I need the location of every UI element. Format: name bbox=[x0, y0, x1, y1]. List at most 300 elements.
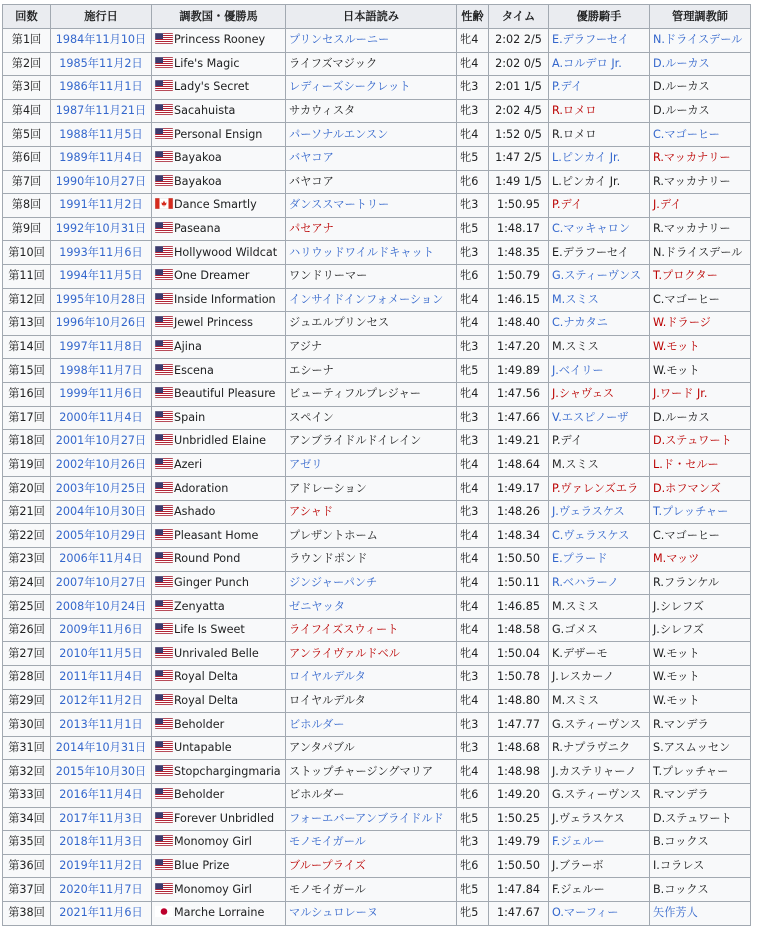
sex-age-cell: 牝4 bbox=[457, 548, 489, 572]
table-row bbox=[3, 194, 751, 218]
horse-cell bbox=[152, 194, 286, 218]
horse-reading[interactable]: アゼリ bbox=[286, 453, 457, 477]
horse-name: Princess Rooney bbox=[174, 33, 266, 47]
sex-age-cell: 牝3 bbox=[457, 406, 489, 430]
date-link[interactable]: 2016年11月4日 bbox=[51, 784, 152, 808]
horse-name: Pleasant Home bbox=[174, 528, 259, 542]
table-row bbox=[3, 99, 751, 123]
us-flag-icon bbox=[155, 434, 173, 445]
horse-name: Hollywood Wildcat bbox=[174, 245, 278, 259]
horse-reading[interactable]: ジンジャーパンチ bbox=[286, 571, 457, 595]
horse-cell bbox=[152, 524, 286, 548]
trainer-name: C.マゴーヒー bbox=[650, 524, 751, 548]
date-link[interactable]: 1989年11月4日 bbox=[51, 146, 152, 170]
round-cell: 第36回 bbox=[3, 854, 51, 878]
table-row bbox=[3, 406, 751, 430]
table-row bbox=[3, 854, 751, 878]
jockey-name[interactable]: O.マーフィー bbox=[549, 901, 650, 925]
trainer-name: J.シレフズ bbox=[650, 595, 751, 619]
sex-age-cell: 牝4 bbox=[457, 312, 489, 336]
round-cell: 第31回 bbox=[3, 736, 51, 760]
sex-age-cell: 牝3 bbox=[457, 500, 489, 524]
jockey-name: G.スティーヴンス bbox=[549, 784, 650, 808]
date-link[interactable]: 1987年11月21日 bbox=[51, 99, 152, 123]
horse-reading: モノモイガール bbox=[286, 878, 457, 902]
jockey-name: M.スミス bbox=[549, 595, 650, 619]
horse-reading[interactable]: フォーエバーアンブライドルド bbox=[286, 807, 457, 831]
jockey-name[interactable]: F.ジェルー bbox=[549, 831, 650, 855]
date-link[interactable]: 2017年11月3日 bbox=[51, 807, 152, 831]
date-link[interactable]: 2021年11月6日 bbox=[51, 901, 152, 925]
round-cell: 第5回 bbox=[3, 123, 51, 147]
date-link[interactable]: 1999年11月6日 bbox=[51, 382, 152, 406]
us-flag-icon bbox=[155, 246, 173, 257]
date-link[interactable]: 1996年10月26日 bbox=[51, 312, 152, 336]
horse-reading[interactable]: バヤコア bbox=[286, 146, 457, 170]
horse-name: Beautiful Pleasure bbox=[174, 387, 276, 401]
jockey-name[interactable]: P.ヴァレンズエラ bbox=[549, 477, 650, 501]
trainer-name: J.シレフズ bbox=[650, 618, 751, 642]
us-flag-icon bbox=[155, 458, 173, 469]
horse-name: Life Is Sweet bbox=[174, 623, 245, 637]
us-flag-icon bbox=[155, 765, 173, 776]
horse-reading: ラウンドポンド bbox=[286, 548, 457, 572]
us-flag-icon bbox=[155, 33, 173, 44]
jockey-name[interactable]: P.デイ bbox=[549, 194, 650, 218]
round-cell: 第6回 bbox=[3, 146, 51, 170]
date-link[interactable]: 2012年11月2日 bbox=[51, 689, 152, 713]
date-link[interactable]: 1986年11月1日 bbox=[51, 76, 152, 100]
date-link[interactable]: 2010年11月5日 bbox=[51, 642, 152, 666]
horse-name: Blue Prize bbox=[174, 859, 230, 873]
trainer-name[interactable]: D.ステュワート bbox=[650, 430, 751, 454]
us-flag-icon bbox=[155, 57, 173, 68]
horse-cell bbox=[152, 784, 286, 808]
sex-age-cell: 牝3 bbox=[457, 335, 489, 359]
jockey-name[interactable]: M.スミス bbox=[549, 288, 650, 312]
horse-reading[interactable]: インサイドインフォメーション bbox=[286, 288, 457, 312]
horse-reading: スペイン bbox=[286, 406, 457, 430]
horse-reading: ビホルダー bbox=[286, 784, 457, 808]
round-cell: 第29回 bbox=[3, 689, 51, 713]
sex-age-cell: 牝3 bbox=[457, 430, 489, 454]
jockey-name[interactable]: J.シャヴェス bbox=[549, 382, 650, 406]
round-cell: 第35回 bbox=[3, 831, 51, 855]
jockey-name[interactable]: R.ベハラーノ bbox=[549, 571, 650, 595]
round-cell: 第17回 bbox=[3, 406, 51, 430]
horse-cell bbox=[152, 736, 286, 760]
date-link[interactable]: 1988年11月5日 bbox=[51, 123, 152, 147]
time-cell: 1:48.17 bbox=[489, 217, 549, 241]
horse-reading: ワンドリーマー bbox=[286, 264, 457, 288]
table-row bbox=[3, 29, 751, 53]
horse-reading[interactable]: ダンススマートリー bbox=[286, 194, 457, 218]
time-cell: 1:48.58 bbox=[489, 618, 549, 642]
horse-reading: ジュエルプリンセス bbox=[286, 312, 457, 336]
jockey-name[interactable]: J.ヴェラスケス bbox=[549, 500, 650, 524]
sex-age-cell: 牝3 bbox=[457, 99, 489, 123]
us-flag-icon bbox=[155, 293, 173, 304]
trainer-name[interactable]: R.マッカナリー bbox=[650, 146, 751, 170]
trainer-name[interactable]: W.モット bbox=[650, 335, 751, 359]
horse-name: Ashado bbox=[174, 505, 216, 519]
table-row bbox=[3, 548, 751, 572]
time-cell: 1:50.95 bbox=[489, 194, 549, 218]
jockey-name: G.ゴメス bbox=[549, 618, 650, 642]
time-cell: 1:47.56 bbox=[489, 382, 549, 406]
horse-cell bbox=[152, 241, 286, 265]
round-cell: 第11回 bbox=[3, 264, 51, 288]
horse-cell bbox=[152, 264, 286, 288]
horse-cell bbox=[152, 878, 286, 902]
round-cell: 第19回 bbox=[3, 453, 51, 477]
date-link[interactable]: 1995年10月28日 bbox=[51, 288, 152, 312]
jockey-name: P.デイ bbox=[549, 430, 650, 454]
horse-name: Escena bbox=[174, 363, 214, 377]
time-cell: 1:49.21 bbox=[489, 430, 549, 454]
jockey-name: R.ナプラヴニク bbox=[549, 736, 650, 760]
time-cell: 1:48.26 bbox=[489, 500, 549, 524]
horse-cell bbox=[152, 29, 286, 53]
round-cell: 第37回 bbox=[3, 878, 51, 902]
sex-age-cell: 牝4 bbox=[457, 382, 489, 406]
table-row bbox=[3, 430, 751, 454]
sex-age-cell: 牝4 bbox=[457, 477, 489, 501]
header-time[interactable]: タイム bbox=[489, 5, 549, 29]
sex-age-cell: 牝4 bbox=[457, 288, 489, 312]
jockey-name[interactable]: E.プラード bbox=[549, 548, 650, 572]
time-cell: 1:48.80 bbox=[489, 689, 549, 713]
horse-cell bbox=[152, 430, 286, 454]
trainer-name: R.マンデラ bbox=[650, 784, 751, 808]
horse-cell bbox=[152, 807, 286, 831]
date-link[interactable]: 1990年10月27日 bbox=[51, 170, 152, 194]
us-flag-icon bbox=[155, 576, 173, 587]
date-link[interactable]: 1985年11月2日 bbox=[51, 52, 152, 76]
trainer-name[interactable]: L.ド・セルー bbox=[650, 453, 751, 477]
trainer-name: R.フランケル bbox=[650, 571, 751, 595]
horse-cell bbox=[152, 76, 286, 100]
jockey-name[interactable]: C.ヴェラスケス bbox=[549, 524, 650, 548]
us-flag-icon bbox=[155, 529, 173, 540]
horse-reading[interactable]: ビホルダー bbox=[286, 713, 457, 737]
table-row bbox=[3, 123, 751, 147]
horse-name: Monomoy Girl bbox=[174, 835, 252, 849]
trainer-name[interactable]: C.マゴーヒー bbox=[650, 123, 751, 147]
horse-reading: バヤコア bbox=[286, 170, 457, 194]
header-round[interactable]: 回数 bbox=[3, 5, 51, 29]
date-link[interactable]: 2019年11月2日 bbox=[51, 854, 152, 878]
date-link[interactable]: 1994年11月5日 bbox=[51, 264, 152, 288]
round-cell: 第32回 bbox=[3, 760, 51, 784]
round-cell: 第1回 bbox=[3, 29, 51, 53]
horse-reading[interactable]: モノモイガール bbox=[286, 831, 457, 855]
horse-cell bbox=[152, 500, 286, 524]
trainer-name[interactable]: N.ドライスデール bbox=[650, 29, 751, 53]
us-flag-icon bbox=[155, 883, 173, 894]
horse-name: Life's Magic bbox=[174, 56, 240, 70]
horse-reading: エシーナ bbox=[286, 359, 457, 383]
date-link[interactable]: 2007年10月27日 bbox=[51, 571, 152, 595]
time-cell: 1:47.77 bbox=[489, 713, 549, 737]
horse-name: Royal Delta bbox=[174, 670, 239, 684]
date-link[interactable]: 1984年11月10日 bbox=[51, 29, 152, 53]
date-link[interactable]: 2013年11月1日 bbox=[51, 713, 152, 737]
us-flag-icon bbox=[155, 128, 173, 139]
jockey-name[interactable]: C.ナカタニ bbox=[549, 312, 650, 336]
table-row bbox=[3, 807, 751, 831]
us-flag-icon bbox=[155, 175, 173, 186]
jockey-name[interactable]: R.ロメロ bbox=[549, 99, 650, 123]
us-flag-icon bbox=[155, 741, 173, 752]
horse-reading[interactable]: ライフイズスウィート bbox=[286, 618, 457, 642]
date-link[interactable]: 2014年10月31日 bbox=[51, 736, 152, 760]
sex-age-cell: 牝3 bbox=[457, 241, 489, 265]
horse-reading: アドレーション bbox=[286, 477, 457, 501]
horse-cell bbox=[152, 618, 286, 642]
us-flag-icon bbox=[155, 647, 173, 658]
horse-cell bbox=[152, 170, 286, 194]
round-cell: 第3回 bbox=[3, 76, 51, 100]
horse-reading: ロイヤルデルタ bbox=[286, 689, 457, 713]
jockey-name[interactable]: A.コルデロ Jr. bbox=[549, 52, 650, 76]
time-cell: 1:47.20 bbox=[489, 335, 549, 359]
time-cell: 1:50.25 bbox=[489, 807, 549, 831]
date-link[interactable]: 2002年10月26日 bbox=[51, 453, 152, 477]
table-row bbox=[3, 571, 751, 595]
sex-age-cell: 牝4 bbox=[457, 689, 489, 713]
date-link[interactable]: 1992年10月31日 bbox=[51, 217, 152, 241]
header-date[interactable]: 施行日 bbox=[51, 5, 152, 29]
sex-age-cell: 牝4 bbox=[457, 760, 489, 784]
jockey-name: E.デラフーセイ bbox=[549, 241, 650, 265]
horse-name: Round Pond bbox=[174, 552, 241, 566]
horse-reading: ライフズマジック bbox=[286, 52, 457, 76]
canada-flag-icon bbox=[155, 198, 173, 209]
jockey-name[interactable]: V.エスピノーザ bbox=[549, 406, 650, 430]
time-cell: 1:49.17 bbox=[489, 477, 549, 501]
header-reading[interactable]: 日本語読み bbox=[286, 5, 457, 29]
table-row bbox=[3, 52, 751, 76]
round-cell: 第18回 bbox=[3, 430, 51, 454]
trainer-name: W.モット bbox=[650, 689, 751, 713]
jockey-name[interactable]: P.デイ bbox=[549, 76, 650, 100]
horse-reading[interactable]: レディーズシークレット bbox=[286, 76, 457, 100]
trainer-name[interactable]: M.マッツ bbox=[650, 548, 751, 572]
horse-reading[interactable]: プリンセスルーニー bbox=[286, 29, 457, 53]
horse-cell bbox=[152, 901, 286, 925]
trainer-name[interactable]: T.プロクター bbox=[650, 264, 751, 288]
round-cell: 第2回 bbox=[3, 52, 51, 76]
date-link[interactable]: 2004年10月30日 bbox=[51, 500, 152, 524]
trainer-name[interactable]: W.ドラージ bbox=[650, 312, 751, 336]
round-cell: 第22回 bbox=[3, 524, 51, 548]
horse-name: Ginger Punch bbox=[174, 575, 249, 589]
sex-age-cell: 牝4 bbox=[457, 571, 489, 595]
date-link[interactable]: 2015年10月30日 bbox=[51, 760, 152, 784]
round-cell: 第15回 bbox=[3, 359, 51, 383]
us-flag-icon bbox=[155, 600, 173, 611]
jockey-name: J.ブラーボ bbox=[549, 854, 650, 878]
horse-reading[interactable]: アシャド bbox=[286, 500, 457, 524]
jockey-name: G.スティーヴンス bbox=[549, 713, 650, 737]
sex-age-cell: 牝4 bbox=[457, 595, 489, 619]
table-row bbox=[3, 595, 751, 619]
trainer-name: R.マッカナリー bbox=[650, 217, 751, 241]
time-cell: 1:50.50 bbox=[489, 854, 549, 878]
time-cell: 1:50.11 bbox=[489, 571, 549, 595]
date-link[interactable]: 2009年11月6日 bbox=[51, 618, 152, 642]
jockey-name[interactable]: G.スティーヴンス bbox=[549, 264, 650, 288]
trainer-name[interactable]: D.ルーカス bbox=[650, 52, 751, 76]
horse-name: Ajina bbox=[174, 340, 202, 354]
horse-cell bbox=[152, 689, 286, 713]
table-row bbox=[3, 831, 751, 855]
sex-age-cell: 牝5 bbox=[457, 901, 489, 925]
table-row bbox=[3, 524, 751, 548]
trainer-name: S.アスムッセン bbox=[650, 736, 751, 760]
horse-reading[interactable]: ゼニヤッタ bbox=[286, 595, 457, 619]
sex-age-cell: 牝3 bbox=[457, 666, 489, 690]
trainer-name[interactable]: D.ホフマンズ bbox=[650, 477, 751, 501]
horse-reading[interactable]: アンライヴァルドベル bbox=[286, 642, 457, 666]
trainer-name: W.モット bbox=[650, 666, 751, 690]
round-cell: 第25回 bbox=[3, 595, 51, 619]
date-link[interactable]: 2018年11月3日 bbox=[51, 831, 152, 855]
round-cell: 第12回 bbox=[3, 288, 51, 312]
horse-reading[interactable]: ロイヤルデルタ bbox=[286, 666, 457, 690]
table-row bbox=[3, 359, 751, 383]
trainer-name: T.プレッチャー bbox=[650, 760, 751, 784]
table-row bbox=[3, 382, 751, 406]
horse-cell bbox=[152, 453, 286, 477]
horse-reading[interactable]: ハリウッドワイルドキャット bbox=[286, 241, 457, 265]
us-flag-icon bbox=[155, 364, 173, 375]
horse-cell bbox=[152, 477, 286, 501]
sex-age-cell: 牝4 bbox=[457, 52, 489, 76]
table-row bbox=[3, 760, 751, 784]
table-row bbox=[3, 736, 751, 760]
horse-reading: ストップチャージングマリア bbox=[286, 760, 457, 784]
us-flag-icon bbox=[155, 812, 173, 823]
sex-age-cell: 牝6 bbox=[457, 170, 489, 194]
horse-name: Unbridled Elaine bbox=[174, 434, 266, 448]
date-link[interactable]: 2011年11月4日 bbox=[51, 666, 152, 690]
jockey-name[interactable]: E.デラフーセイ bbox=[549, 29, 650, 53]
date-link[interactable]: 2005年10月29日 bbox=[51, 524, 152, 548]
horse-cell bbox=[152, 288, 286, 312]
date-link[interactable]: 2008年10月24日 bbox=[51, 595, 152, 619]
date-link[interactable]: 1993年11月6日 bbox=[51, 241, 152, 265]
date-link[interactable]: 1998年11月7日 bbox=[51, 359, 152, 383]
trainer-name: D.ステュワート bbox=[650, 807, 751, 831]
date-link[interactable]: 1997年11月8日 bbox=[51, 335, 152, 359]
us-flag-icon bbox=[155, 552, 173, 563]
round-cell: 第14回 bbox=[3, 335, 51, 359]
sex-age-cell: 牝5 bbox=[457, 146, 489, 170]
jockey-name[interactable]: J.ベイリー bbox=[549, 359, 650, 383]
header-trainer[interactable]: 管理調教師 bbox=[650, 5, 751, 29]
table-row bbox=[3, 453, 751, 477]
horse-reading: アンブライドルドイレイン bbox=[286, 430, 457, 454]
horse-name: Royal Delta bbox=[174, 693, 239, 707]
jockey-name: R.ロメロ bbox=[549, 123, 650, 147]
horse-cell bbox=[152, 52, 286, 76]
jockey-name: M.スミス bbox=[549, 689, 650, 713]
table-row bbox=[3, 878, 751, 902]
horse-name: Monomoy Girl bbox=[174, 882, 252, 896]
horse-cell bbox=[152, 146, 286, 170]
table-body bbox=[3, 29, 751, 926]
trainer-name[interactable]: 矢作芳人 bbox=[650, 901, 751, 925]
trainer-name: C.マゴーヒー bbox=[650, 288, 751, 312]
table-header bbox=[3, 5, 751, 29]
header-jockey[interactable]: 優勝騎手 bbox=[549, 5, 650, 29]
sex-age-cell: 牝3 bbox=[457, 736, 489, 760]
date-link[interactable]: 2001年10月27日 bbox=[51, 430, 152, 454]
trainer-name[interactable]: J.ワード Jr. bbox=[650, 382, 751, 406]
round-cell: 第4回 bbox=[3, 99, 51, 123]
us-flag-icon bbox=[155, 623, 173, 634]
horse-reading: アジナ bbox=[286, 335, 457, 359]
horse-reading[interactable]: ブループライズ bbox=[286, 854, 457, 878]
us-flag-icon bbox=[155, 316, 173, 327]
horse-cell bbox=[152, 571, 286, 595]
time-cell: 1:49 1/5 bbox=[489, 170, 549, 194]
horse-reading[interactable]: パセアナ bbox=[286, 217, 457, 241]
time-cell: 1:49.89 bbox=[489, 359, 549, 383]
table-row bbox=[3, 477, 751, 501]
time-cell: 1:48.68 bbox=[489, 736, 549, 760]
time-cell: 1:47.84 bbox=[489, 878, 549, 902]
jockey-name[interactable]: L.ピンカイ Jr. bbox=[549, 146, 650, 170]
horse-cell bbox=[152, 312, 286, 336]
horse-cell bbox=[152, 335, 286, 359]
us-flag-icon bbox=[155, 505, 173, 516]
jockey-name: F.ジェルー bbox=[549, 878, 650, 902]
horse-reading[interactable]: マルシュロレーヌ bbox=[286, 901, 457, 925]
time-cell: 1:48.34 bbox=[489, 524, 549, 548]
trainer-name[interactable]: T.プレッチャー bbox=[650, 500, 751, 524]
horse-name: Unrivaled Belle bbox=[174, 646, 259, 660]
horse-name: Personal Ensign bbox=[174, 127, 263, 141]
horse-name: Dance Smartly bbox=[174, 198, 257, 212]
date-link[interactable]: 2003年10月25日 bbox=[51, 477, 152, 501]
horse-cell bbox=[152, 854, 286, 878]
date-link[interactable]: 2000年11月4日 bbox=[51, 406, 152, 430]
date-link[interactable]: 1991年11月2日 bbox=[51, 194, 152, 218]
round-cell: 第33回 bbox=[3, 784, 51, 808]
jockey-name[interactable]: C.マッキャロン bbox=[549, 217, 650, 241]
horse-reading: ビューティフルプレジャー bbox=[286, 382, 457, 406]
date-link[interactable]: 2006年11月4日 bbox=[51, 548, 152, 572]
date-link[interactable]: 2020年11月7日 bbox=[51, 878, 152, 902]
jockey-name: M.スミス bbox=[549, 453, 650, 477]
trainer-name[interactable]: J.デイ bbox=[650, 194, 751, 218]
trainer-name: B.コックス bbox=[650, 878, 751, 902]
table-row bbox=[3, 689, 751, 713]
header-age[interactable]: 性齢 bbox=[457, 5, 489, 29]
horse-cell bbox=[152, 831, 286, 855]
header-horse[interactable]: 調教国・優勝馬 bbox=[152, 5, 286, 29]
time-cell: 1:49.20 bbox=[489, 784, 549, 808]
horse-name: Spain bbox=[174, 410, 206, 424]
round-cell: 第10回 bbox=[3, 241, 51, 265]
time-cell: 1:50.78 bbox=[489, 666, 549, 690]
sex-age-cell: 牝4 bbox=[457, 524, 489, 548]
horse-reading[interactable]: パーソナルエンスン bbox=[286, 123, 457, 147]
us-flag-icon bbox=[155, 670, 173, 681]
